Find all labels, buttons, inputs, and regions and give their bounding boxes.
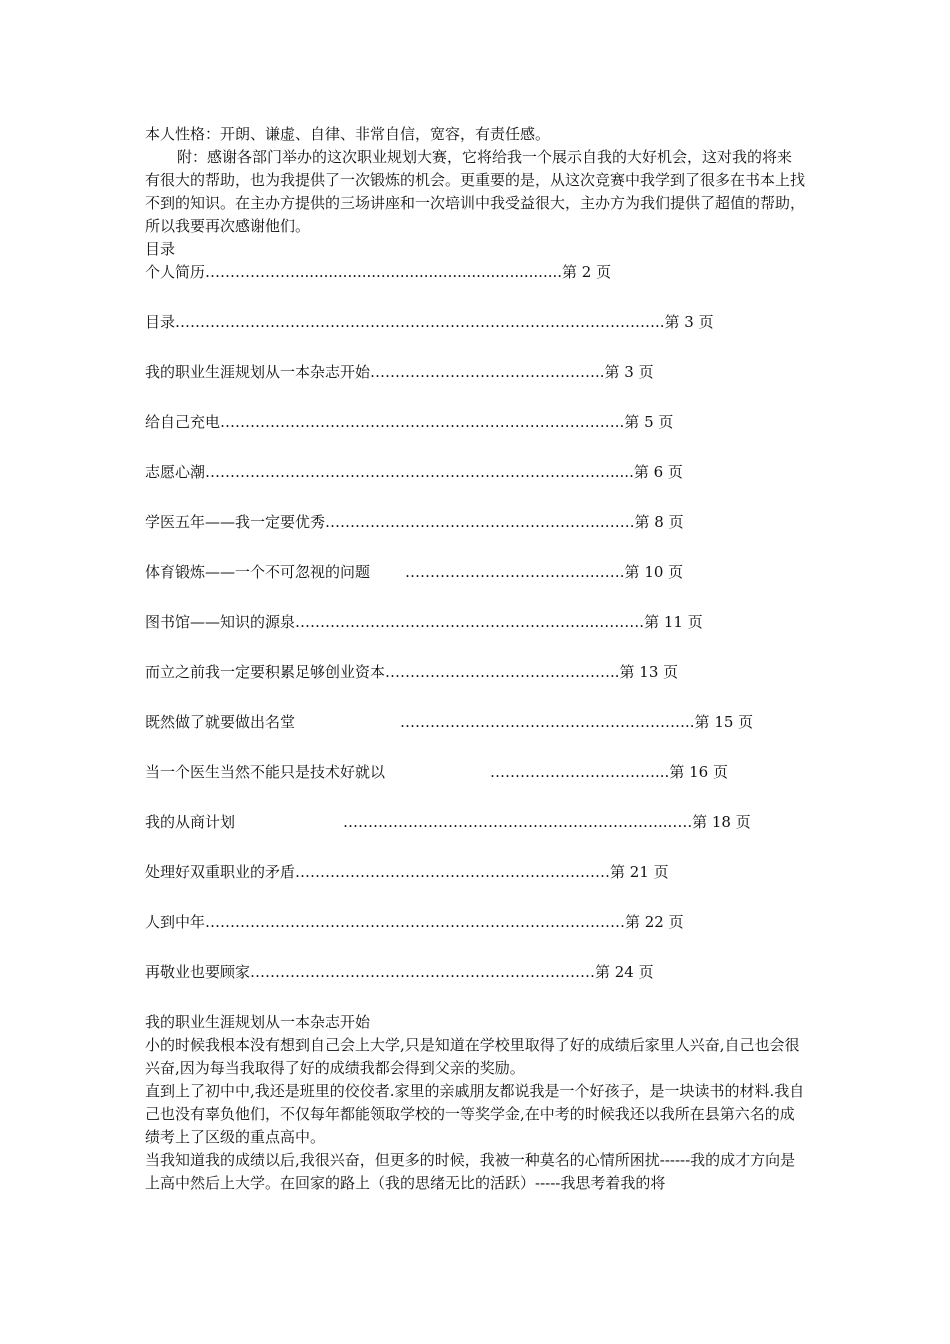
personality-line: 本人性格：开朗、谦虚、自律、非常自信，宽容，有责任感。	[145, 125, 551, 143]
toc-entry[interactable]	[145, 761, 805, 784]
toc-entry[interactable]	[145, 261, 805, 284]
toc-entry-title: 我的从商计划	[145, 813, 236, 831]
toc-entry-title: 而立之前我一定要积累足够创业资本………………………………………..第 13 页	[145, 663, 679, 681]
appendix-paragraph: 附：感谢各部门举办的这次职业规划大赛，它将给我一个展示自我的大好机会，这对我的将来有很大的帮助，也为我提供了一次锻炼的机会。更重要的是，从这次竞赛中我学到了很多在书本上找不到的知识。在主办方提供的三场讲座和一次培训中我受益很大，主办方为我们提供了超值的帮助，所以我要再次感谢他们。	[145, 148, 806, 235]
toc-entry-title: 个人简历………………........................................................第 2 页	[145, 263, 612, 281]
toc-entry-leader-page: …………………………………………………..第 15 页	[400, 713, 754, 731]
toc-entry[interactable]	[145, 961, 805, 984]
toc-entry-leader-page: ……………………………...第 16 页	[490, 763, 728, 781]
toc-entry-title: 志愿心潮……………………………………………………………………….....第 6 页	[145, 463, 683, 481]
toc-entry-title: 处理好双重职业的矛盾………………………………………………………第 21 页	[145, 863, 669, 881]
table-of-contents	[145, 261, 805, 984]
toc-entry[interactable]	[145, 311, 805, 334]
toc-entry-title: 人到中年…………………………………………………………………………第 22 页	[145, 913, 684, 931]
toc-entry[interactable]	[145, 511, 805, 534]
toc-entry-title: 图书馆——知识的源泉…………………………………………………...……….第 11 页	[145, 613, 703, 631]
toc-entry[interactable]	[145, 661, 805, 684]
toc-entry-leader-page: ………………………………………………………...….第 18 页	[343, 813, 751, 831]
section-title: 我的职业生涯规划从一本杂志开始	[145, 1013, 371, 1031]
toc-entry[interactable]	[145, 611, 805, 634]
toc-entry[interactable]	[145, 561, 805, 584]
toc-entry-title: 既然做了就要做出名堂	[145, 713, 296, 731]
toc-entry-leader-page: ……………………………….…….第 10 页	[405, 563, 684, 581]
toc-entry-title: 体育锻炼——一个不可忽视的问题	[145, 563, 371, 581]
toc-entry[interactable]	[145, 711, 805, 734]
toc-entry[interactable]	[145, 911, 805, 934]
toc-entry[interactable]	[145, 411, 805, 434]
toc-entry[interactable]	[145, 861, 805, 884]
toc-entry-title: 学医五年——我一定要优秀……………………………………………….…….第 8 页	[145, 513, 684, 531]
section-paragraph-3: 当我知道我的成绩以后,我很兴奋，但更多的时候，我被一种莫名的心情所困扰------我的成才方向是上高中然后上大学。在回家的路上（我的思绪无比的活跃）-----我思考着我的将	[145, 1151, 796, 1192]
toc-entry-title: 当一个医生当然不能只是技术好就以	[145, 763, 386, 781]
section-paragraph-1: 小的时候我根本没有想到自己会上大学,只是知道在学校里取得了好的成绩后家里人兴奋,自己也会很兴奋,因为每当我取得了好的成绩我都会得到父亲的奖励。	[145, 1036, 800, 1077]
toc-entry-title: 再敬业也要顾家……………………………………………………………第 24 页	[145, 963, 654, 981]
toc-entry[interactable]	[145, 811, 805, 834]
section-paragraph-2: 直到上了初中中,我还是班里的佼佼者.家里的亲戚朋友都说我是一个好孩子，是一块读书的材料.我自己也没有辜负他们，不仅每年都能领取学校的一等奖学金,在中考的时候我还以我所在县第六名的成绩考上了区级的重点高中。	[145, 1082, 805, 1146]
toc-entry-title: 目录……………………………………………………………………………………..第 3 页	[145, 313, 714, 331]
toc-entry[interactable]	[145, 361, 805, 384]
toc-heading: 目录	[145, 240, 176, 258]
toc-entry-title: 给自己充电…………………………………………….………………………..第 5 页	[145, 413, 674, 431]
toc-entry-title: 我的职业生涯规划从一本杂志开始………………………………………..第 3 页	[145, 363, 654, 381]
document-page	[145, 123, 805, 1195]
toc-entry[interactable]	[145, 461, 805, 484]
